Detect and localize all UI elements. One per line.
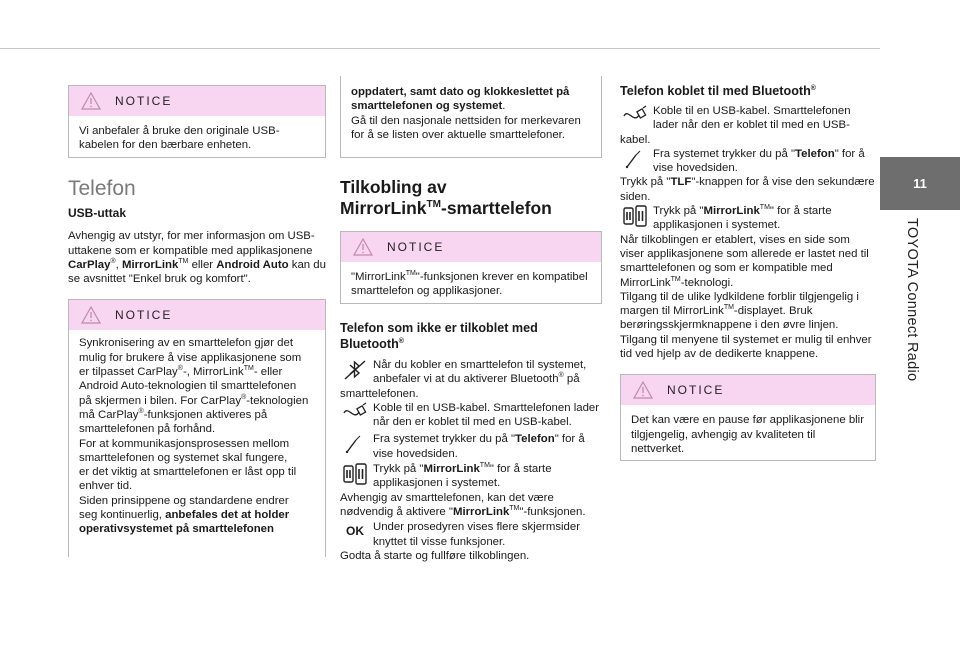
notice-box bbox=[68, 85, 326, 158]
warning-icon bbox=[81, 306, 101, 324]
usb-heading: USB-uttak bbox=[68, 206, 127, 221]
chapter-title: TOYOTA Connect Radio bbox=[904, 218, 920, 382]
audio-sources-text: Tilgang til de ulike lydkildene forblir tilgjengelig i margen til MirrorLink™-displayet. Bruk berøringsskjermknappene i den øvre linjen. bbox=[620, 290, 859, 332]
step-mirrorlink: Trykk på "MirrorLink™" for å starte applikasjonen i systemet. bbox=[340, 462, 602, 491]
sub-heading: Telefon koblet til med Bluetooth® bbox=[620, 84, 816, 98]
notice-text: Synkronisering av en smarttelefon gjør det mulig for brukere å vise applikasjonene som er tilpasset CarPlay®-, MirrorLink™- eller Android Auto-teknologien til smarttelefonen på skjermen i bilen. For CarPlay®-teknologien må CarPlay®-funksjonen aktiveres på smarttelefonen på forhånd. For at kommunikasjonsprosessen mellom smarttelefonen og systemet skal fungere, er det viktig at smarttelefonen er låst opp til enhver tid. Siden prinsippene og standardene endrer seg kontinuerlig, anbefales det at holder operativsystemet på smarttelefonen bbox=[79, 337, 309, 536]
step-mirrorlink: Trykk på "MirrorLink™" for å starte applikasjonen i systemet. bbox=[620, 204, 876, 233]
notice-box-continued: oppdatert, samt dato og klokkeslettet på smarttelefonen og systemet. Gå til den nasjonale nettsiden for merkevaren for å se listen over aktuelle smarttelefoner. bbox=[340, 76, 602, 158]
notice-box bbox=[68, 299, 326, 557]
header-rule bbox=[0, 48, 880, 49]
section-heading: Tilkobling av MirrorLink™-smarttelefon bbox=[340, 177, 552, 218]
usb-paragraph: Avhengig av utstyr, for mer informasjon om USB-uttakene som er kompatible med applikasjonene CarPlay®, MirrorLink™ eller Android Auto kan du se avsnittet "Enkel bruk og komfort". bbox=[68, 230, 326, 286]
notice-header bbox=[69, 300, 325, 330]
notice-text: Det kan være en pause før applikasjonene blir tilgjengelig, avhengig av kvaliteten til nettverket. bbox=[631, 414, 865, 455]
step-phone: Fra systemet trykker du på "Telefon" for å vise hovedsiden. bbox=[340, 432, 602, 461]
notice-header bbox=[69, 86, 325, 116]
press-icon bbox=[622, 147, 648, 171]
notice-header bbox=[621, 375, 875, 405]
menu-access-text: Tilgang til menyene til systemet er mulig til enhver tid ved hjelp av de dedikerte knappene. bbox=[620, 333, 872, 361]
mirrorlink-icon bbox=[342, 462, 368, 486]
connection-text: Når tilkoblingen er etablert, vises en side som viser applikasjonene som allerede er lastet ned til smarttelefonen og som er kompatible med MirrorLink™-teknologi. bbox=[620, 233, 869, 289]
notice-box bbox=[620, 374, 876, 461]
step-ok: OK Under prosedyren vises flere skjermsider knyttet til visse funksjoner. bbox=[340, 520, 602, 549]
step-bluetooth: Når du kobler en smarttelefon til systemet, anbefaler vi at du aktiverer Bluetooth® på smarttelefonen. bbox=[340, 359, 587, 400]
usb-cable-icon bbox=[622, 104, 648, 128]
notice-text: Vi anbefaler å bruke den originale USB-kabelen for den bærbare enheten. bbox=[79, 125, 280, 152]
bluetooth-cross-icon bbox=[342, 358, 368, 382]
step-phone: Fra systemet trykker du på "Telefon" for å vise hovedsiden. bbox=[620, 147, 876, 176]
column-3 bbox=[620, 83, 876, 461]
column-1 bbox=[68, 85, 326, 557]
accept-text: Godta å starte og fullføre tilkoblingen. bbox=[340, 549, 530, 562]
notice-title: NOTICE bbox=[115, 93, 173, 108]
warning-icon bbox=[633, 381, 653, 399]
mirrorlink-activation-text: Avhengig av smarttelefonen, kan det være nødvendig å aktivere "MirrorLink™"-funksjonen. bbox=[340, 491, 586, 518]
notice-header bbox=[341, 232, 601, 262]
notice-title: NOTICE bbox=[115, 308, 173, 323]
tlf-text: Trykk på "TLF"-knappen for å vise den sekundære siden. bbox=[620, 176, 875, 203]
section-title: Telefon bbox=[68, 177, 136, 200]
sub-heading: Telefon som ikke er tilkoblet med Bluetooth® bbox=[340, 321, 538, 351]
column-2 bbox=[340, 76, 602, 563]
notice-title: NOTICE bbox=[387, 239, 445, 254]
press-icon bbox=[342, 432, 368, 456]
notice-text: "MirrorLink™"-funksjonen krever en kompatibel smarttelefon og applikasjoner. bbox=[351, 270, 588, 298]
ok-icon: OK bbox=[346, 524, 364, 539]
mirrorlink-icon bbox=[622, 204, 648, 228]
warning-icon bbox=[353, 238, 373, 256]
notice-box bbox=[340, 231, 602, 304]
step-usb: Koble til en USB-kabel. Smarttelefonen lader når den er koblet til med en USB-kabel. bbox=[620, 105, 851, 146]
notice-title: NOTICE bbox=[667, 383, 725, 398]
warning-icon bbox=[81, 92, 101, 110]
usb-cable-icon bbox=[342, 401, 368, 425]
chapter-number: 11 bbox=[880, 157, 960, 210]
step-usb: Koble til en USB-kabel. Smarttelefonen lader når den er koblet til med en USB-kabel. bbox=[340, 401, 602, 430]
